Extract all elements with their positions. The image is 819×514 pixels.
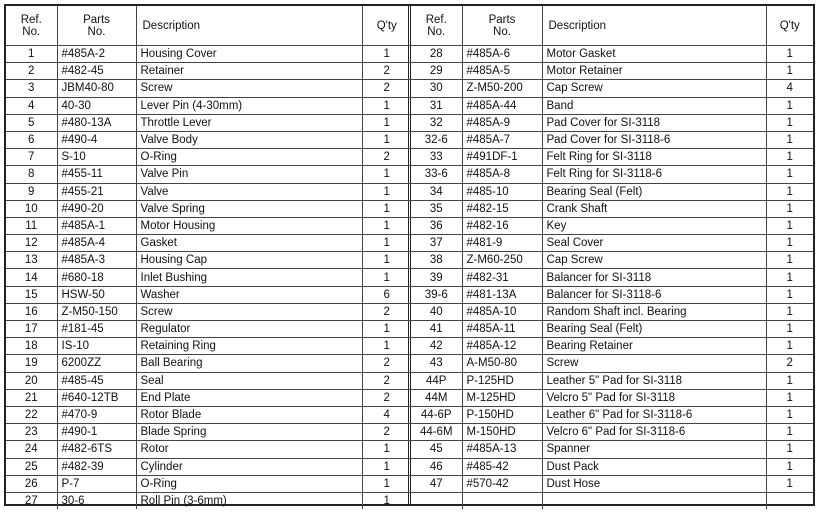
table-row: [411, 406, 813, 423]
qty-cell: 1: [362, 217, 411, 234]
description-cell: Dust Hose: [542, 475, 766, 492]
description-cell: Valve Pin: [136, 166, 362, 183]
parts-no-cell: #482-39: [57, 458, 136, 475]
table-row: [6, 200, 411, 217]
qty-cell: 1: [766, 252, 813, 269]
ref-cell: 6: [6, 131, 57, 148]
parts-no-cell: #481-13A: [462, 286, 542, 303]
parts-no-cell: #485A-7: [462, 131, 542, 148]
ref-cell: 2: [6, 63, 57, 80]
table-row: [411, 80, 813, 97]
parts-no-cell: #482-15: [462, 200, 542, 217]
qty-cell: 1: [766, 458, 813, 475]
table-row: [6, 338, 411, 355]
ref-cell: 44P: [411, 372, 462, 389]
table-row: [411, 475, 813, 492]
description-cell: Rotor: [136, 441, 362, 458]
table-row: [411, 492, 813, 509]
parts-no-cell: #485A-2: [57, 46, 136, 63]
qty-cell: 1: [362, 252, 411, 269]
ref-cell: 14: [6, 269, 57, 286]
table-row: [6, 475, 411, 492]
header-parts-no: Parts No.: [57, 6, 136, 46]
table-row: [6, 235, 411, 252]
parts-no-cell: #485A-3: [57, 252, 136, 269]
ref-cell: 45: [411, 441, 462, 458]
parts-table-right: [411, 6, 813, 504]
ref-cell: 23: [6, 424, 57, 441]
ref-cell: 7: [6, 149, 57, 166]
description-cell: Bearing Seal (Felt): [542, 321, 766, 338]
qty-cell: 1: [766, 149, 813, 166]
ref-cell: 25: [6, 458, 57, 475]
table-row: [411, 389, 813, 406]
ref-cell: 17: [6, 321, 57, 338]
table-row: [411, 424, 813, 441]
table-row: [6, 97, 411, 114]
description-cell: Random Shaft incl. Bearing: [542, 303, 766, 320]
description-cell: O-Ring: [136, 149, 362, 166]
qty-cell: 1: [362, 441, 411, 458]
ref-cell: 5: [6, 114, 57, 131]
qty-cell: 1: [766, 235, 813, 252]
qty-cell: 1: [362, 321, 411, 338]
qty-cell: 1: [766, 424, 813, 441]
table-row: [6, 321, 411, 338]
description-cell: Felt Ring for SI-3118: [542, 149, 766, 166]
ref-cell: 13: [6, 252, 57, 269]
description-cell: Valve Body: [136, 131, 362, 148]
table-row: [6, 46, 411, 63]
ref-cell: 22: [6, 406, 57, 423]
ref-cell: 4: [6, 97, 57, 114]
description-cell: Cap Screw: [542, 80, 766, 97]
header-description: Description: [542, 6, 766, 46]
ref-cell: 41: [411, 321, 462, 338]
parts-no-cell: #485A-5: [462, 63, 542, 80]
parts-no-cell: #485A-11: [462, 321, 542, 338]
parts-no-cell: JBM40-80: [57, 80, 136, 97]
description-cell: Rotor Blade: [136, 406, 362, 423]
qty-cell: 1: [766, 389, 813, 406]
qty-cell: 1: [362, 131, 411, 148]
parts-no-cell: #485A-13: [462, 441, 542, 458]
qty-cell: 1: [766, 183, 813, 200]
qty-cell: 1: [362, 46, 411, 63]
qty-cell: 1: [766, 200, 813, 217]
table-row: [6, 166, 411, 183]
description-cell: Gasket: [136, 235, 362, 252]
parts-no-cell: #485A-6: [462, 46, 542, 63]
parts-no-cell: #485-10: [462, 183, 542, 200]
table-row: [411, 303, 813, 320]
qty-cell: [766, 492, 813, 509]
description-cell: Velcro 6" Pad for SI-3118-6: [542, 424, 766, 441]
parts-no-cell: #481-9: [462, 235, 542, 252]
description-cell: Motor Retainer: [542, 63, 766, 80]
table-row: [6, 269, 411, 286]
ref-cell: 44M: [411, 389, 462, 406]
ref-cell: 46: [411, 458, 462, 475]
qty-cell: 2: [362, 389, 411, 406]
ref-cell: 29: [411, 63, 462, 80]
qty-cell: 1: [362, 235, 411, 252]
table-row: [6, 131, 411, 148]
qty-cell: 2: [362, 424, 411, 441]
parts-no-cell: #480-13A: [57, 114, 136, 131]
description-cell: Cylinder: [136, 458, 362, 475]
table-row: [6, 441, 411, 458]
table-row: [411, 235, 813, 252]
description-cell: Valve: [136, 183, 362, 200]
ref-cell: 20: [6, 372, 57, 389]
qty-cell: 1: [766, 286, 813, 303]
description-cell: Leather 6" Pad for SI-3118-6: [542, 406, 766, 423]
table-row: [411, 338, 813, 355]
qty-cell: 1: [362, 269, 411, 286]
qty-cell: 1: [362, 458, 411, 475]
parts-no-cell: #485-42: [462, 458, 542, 475]
parts-no-cell: A-M50-80: [462, 355, 542, 372]
parts-no-cell: #570-42: [462, 475, 542, 492]
qty-cell: 1: [766, 372, 813, 389]
description-cell: Pad Cover for SI-3118: [542, 114, 766, 131]
qty-cell: 1: [362, 166, 411, 183]
table-row: [6, 492, 411, 509]
qty-cell: 1: [766, 46, 813, 63]
qty-cell: 4: [766, 80, 813, 97]
parts-no-cell: #482-31: [462, 269, 542, 286]
table-row: [411, 46, 813, 63]
ref-cell: 40: [411, 303, 462, 320]
qty-cell: 1: [766, 303, 813, 320]
parts-no-cell: 40-30: [57, 97, 136, 114]
ref-cell: 44-6P: [411, 406, 462, 423]
table-header-row: [6, 6, 411, 46]
parts-no-cell: #640-12TB: [57, 389, 136, 406]
header-ref-no: Ref. No.: [6, 6, 57, 46]
description-cell: Seal Cover: [542, 235, 766, 252]
qty-cell: 1: [766, 321, 813, 338]
table-row: [6, 252, 411, 269]
parts-no-cell: P-150HD: [462, 406, 542, 423]
qty-cell: 1: [766, 166, 813, 183]
ref-cell: 42: [411, 338, 462, 355]
description-cell: Housing Cover: [136, 46, 362, 63]
description-cell: Retaining Ring: [136, 338, 362, 355]
qty-cell: 1: [362, 114, 411, 131]
table-row: [411, 321, 813, 338]
table-row: [411, 252, 813, 269]
description-cell: Key: [542, 217, 766, 234]
table-row: [6, 80, 411, 97]
description-cell: Retainer: [136, 63, 362, 80]
ref-cell: 43: [411, 355, 462, 372]
qty-cell: 1: [766, 269, 813, 286]
description-cell: Throttle Lever: [136, 114, 362, 131]
qty-cell: 1: [766, 114, 813, 131]
parts-no-cell: M-125HD: [462, 389, 542, 406]
description-cell: Seal: [136, 372, 362, 389]
parts-no-cell: #485A-1: [57, 217, 136, 234]
qty-cell: 2: [362, 355, 411, 372]
parts-no-cell: #485A-10: [462, 303, 542, 320]
ref-cell: 36: [411, 217, 462, 234]
qty-cell: 1: [766, 441, 813, 458]
parts-no-cell: Z-M50-150: [57, 303, 136, 320]
qty-cell: 2: [362, 372, 411, 389]
ref-cell: [411, 492, 462, 509]
ref-cell: 33: [411, 149, 462, 166]
parts-no-cell: #490-4: [57, 131, 136, 148]
description-cell: Bearing Seal (Felt): [542, 183, 766, 200]
ref-cell: 32-6: [411, 131, 462, 148]
table-row: [411, 355, 813, 372]
description-cell: Motor Gasket: [542, 46, 766, 63]
parts-no-cell: #482-6TS: [57, 441, 136, 458]
parts-no-cell: #181-45: [57, 321, 136, 338]
parts-no-cell: #485-45: [57, 372, 136, 389]
qty-cell: 1: [766, 131, 813, 148]
parts-no-cell: P-125HD: [462, 372, 542, 389]
description-cell: Roll Pin (3-6mm): [136, 492, 362, 509]
description-cell: Crank Shaft: [542, 200, 766, 217]
ref-cell: 28: [411, 46, 462, 63]
table-row: [411, 97, 813, 114]
ref-cell: 39-6: [411, 286, 462, 303]
table-row: [411, 441, 813, 458]
table-row: [411, 183, 813, 200]
parts-no-cell: S-10: [57, 149, 136, 166]
parts-no-cell: #485A-9: [462, 114, 542, 131]
parts-no-cell: [462, 492, 542, 509]
description-cell: Dust Pack: [542, 458, 766, 475]
qty-cell: 2: [766, 355, 813, 372]
parts-no-cell: #485A-12: [462, 338, 542, 355]
description-cell: Balancer for SI-3118: [542, 269, 766, 286]
qty-cell: 1: [362, 200, 411, 217]
parts-no-cell: #455-11: [57, 166, 136, 183]
qty-cell: 1: [362, 338, 411, 355]
parts-list: [4, 4, 815, 506]
description-cell: O-Ring: [136, 475, 362, 492]
ref-cell: 27: [6, 492, 57, 509]
parts-no-cell: #485A-8: [462, 166, 542, 183]
parts-table: [6, 6, 411, 509]
description-cell: Cap Screw: [542, 252, 766, 269]
header-description: Description: [136, 6, 362, 46]
table-row: [6, 303, 411, 320]
ref-cell: 33-6: [411, 166, 462, 183]
description-cell: Valve Spring: [136, 200, 362, 217]
ref-cell: 38: [411, 252, 462, 269]
table-row: [6, 406, 411, 423]
parts-no-cell: Z-M50-200: [462, 80, 542, 97]
qty-cell: 1: [766, 406, 813, 423]
ref-cell: 18: [6, 338, 57, 355]
ref-cell: 37: [411, 235, 462, 252]
table-row: [6, 286, 411, 303]
qty-cell: 2: [362, 303, 411, 320]
ref-cell: 35: [411, 200, 462, 217]
ref-cell: 30: [411, 80, 462, 97]
ref-cell: 39: [411, 269, 462, 286]
qty-cell: 1: [766, 475, 813, 492]
qty-cell: 1: [362, 183, 411, 200]
ref-cell: 26: [6, 475, 57, 492]
parts-no-cell: #491DF-1: [462, 149, 542, 166]
description-cell: Pad Cover for SI-3118-6: [542, 131, 766, 148]
description-cell: Motor Housing: [136, 217, 362, 234]
ref-cell: 32: [411, 114, 462, 131]
ref-cell: 44-6M: [411, 424, 462, 441]
table-row: [411, 149, 813, 166]
qty-cell: 1: [362, 492, 411, 509]
table-row: [411, 286, 813, 303]
parts-no-cell: #482-16: [462, 217, 542, 234]
parts-no-cell: HSW-50: [57, 286, 136, 303]
qty-cell: 2: [362, 149, 411, 166]
qty-cell: 1: [362, 475, 411, 492]
qty-cell: 1: [766, 63, 813, 80]
table-row: [6, 372, 411, 389]
parts-no-cell: #680-18: [57, 269, 136, 286]
parts-no-cell: Z-M60-250: [462, 252, 542, 269]
table-row: [411, 458, 813, 475]
description-cell: Band: [542, 97, 766, 114]
ref-cell: 12: [6, 235, 57, 252]
ref-cell: 47: [411, 475, 462, 492]
table-row: [6, 63, 411, 80]
parts-no-cell: #490-1: [57, 424, 136, 441]
table-row: [6, 149, 411, 166]
description-cell: Regulator: [136, 321, 362, 338]
description-cell: Housing Cap: [136, 252, 362, 269]
parts-no-cell: #485A-44: [462, 97, 542, 114]
parts-no-cell: #485A-4: [57, 235, 136, 252]
parts-no-cell: #490-20: [57, 200, 136, 217]
description-cell: [542, 492, 766, 509]
parts-no-cell: #482-45: [57, 63, 136, 80]
table-row: [411, 114, 813, 131]
ref-cell: 24: [6, 441, 57, 458]
ref-cell: 15: [6, 286, 57, 303]
description-cell: Blade Spring: [136, 424, 362, 441]
parts-no-cell: 30-6: [57, 492, 136, 509]
description-cell: Washer: [136, 286, 362, 303]
ref-cell: 19: [6, 355, 57, 372]
description-cell: Screw: [542, 355, 766, 372]
parts-no-cell: 6200ZZ: [57, 355, 136, 372]
header-ref-no: Ref. No.: [411, 6, 462, 46]
description-cell: Screw: [136, 303, 362, 320]
parts-no-cell: #470-9: [57, 406, 136, 423]
description-cell: Screw: [136, 80, 362, 97]
header-parts-no: Parts No.: [462, 6, 542, 46]
qty-cell: 4: [362, 406, 411, 423]
description-cell: Bearing Retainer: [542, 338, 766, 355]
description-cell: Lever Pin (4-30mm): [136, 97, 362, 114]
parts-table-left: [6, 6, 411, 507]
parts-no-cell: P-7: [57, 475, 136, 492]
description-cell: Felt Ring for SI-3118-6: [542, 166, 766, 183]
ref-cell: 1: [6, 46, 57, 63]
qty-cell: 1: [766, 338, 813, 355]
description-cell: Leather 5" Pad for SI-3118: [542, 372, 766, 389]
ref-cell: 3: [6, 80, 57, 97]
table-row: [6, 183, 411, 200]
table-row: [6, 217, 411, 234]
header-qty: Q'ty: [362, 6, 411, 46]
parts-no-cell: M-150HD: [462, 424, 542, 441]
description-cell: Balancer for SI-3118-6: [542, 286, 766, 303]
ref-cell: 9: [6, 183, 57, 200]
description-cell: End Plate: [136, 389, 362, 406]
ref-cell: 10: [6, 200, 57, 217]
ref-cell: 21: [6, 389, 57, 406]
table-row: [411, 217, 813, 234]
table-header-row: [411, 6, 813, 46]
table-row: [411, 269, 813, 286]
table-row: [6, 458, 411, 475]
header-qty: Q'ty: [766, 6, 813, 46]
parts-no-cell: #455-21: [57, 183, 136, 200]
table-row: [411, 372, 813, 389]
qty-cell: 1: [766, 97, 813, 114]
table-row: [411, 63, 813, 80]
description-cell: Inlet Bushing: [136, 269, 362, 286]
ref-cell: 11: [6, 217, 57, 234]
description-cell: Spanner: [542, 441, 766, 458]
qty-cell: 6: [362, 286, 411, 303]
table-row: [6, 389, 411, 406]
table-row: [6, 355, 411, 372]
table-row: [6, 424, 411, 441]
qty-cell: 1: [766, 217, 813, 234]
qty-cell: 1: [362, 97, 411, 114]
ref-cell: 31: [411, 97, 462, 114]
qty-cell: 2: [362, 63, 411, 80]
description-cell: Ball Bearing: [136, 355, 362, 372]
qty-cell: 2: [362, 80, 411, 97]
parts-table: [411, 6, 813, 509]
table-row: [6, 114, 411, 131]
ref-cell: 34: [411, 183, 462, 200]
ref-cell: 16: [6, 303, 57, 320]
table-row: [411, 200, 813, 217]
table-row: [411, 166, 813, 183]
table-row: [411, 131, 813, 148]
description-cell: Velcro 5" Pad for SI-3118: [542, 389, 766, 406]
parts-no-cell: IS-10: [57, 338, 136, 355]
ref-cell: 8: [6, 166, 57, 183]
